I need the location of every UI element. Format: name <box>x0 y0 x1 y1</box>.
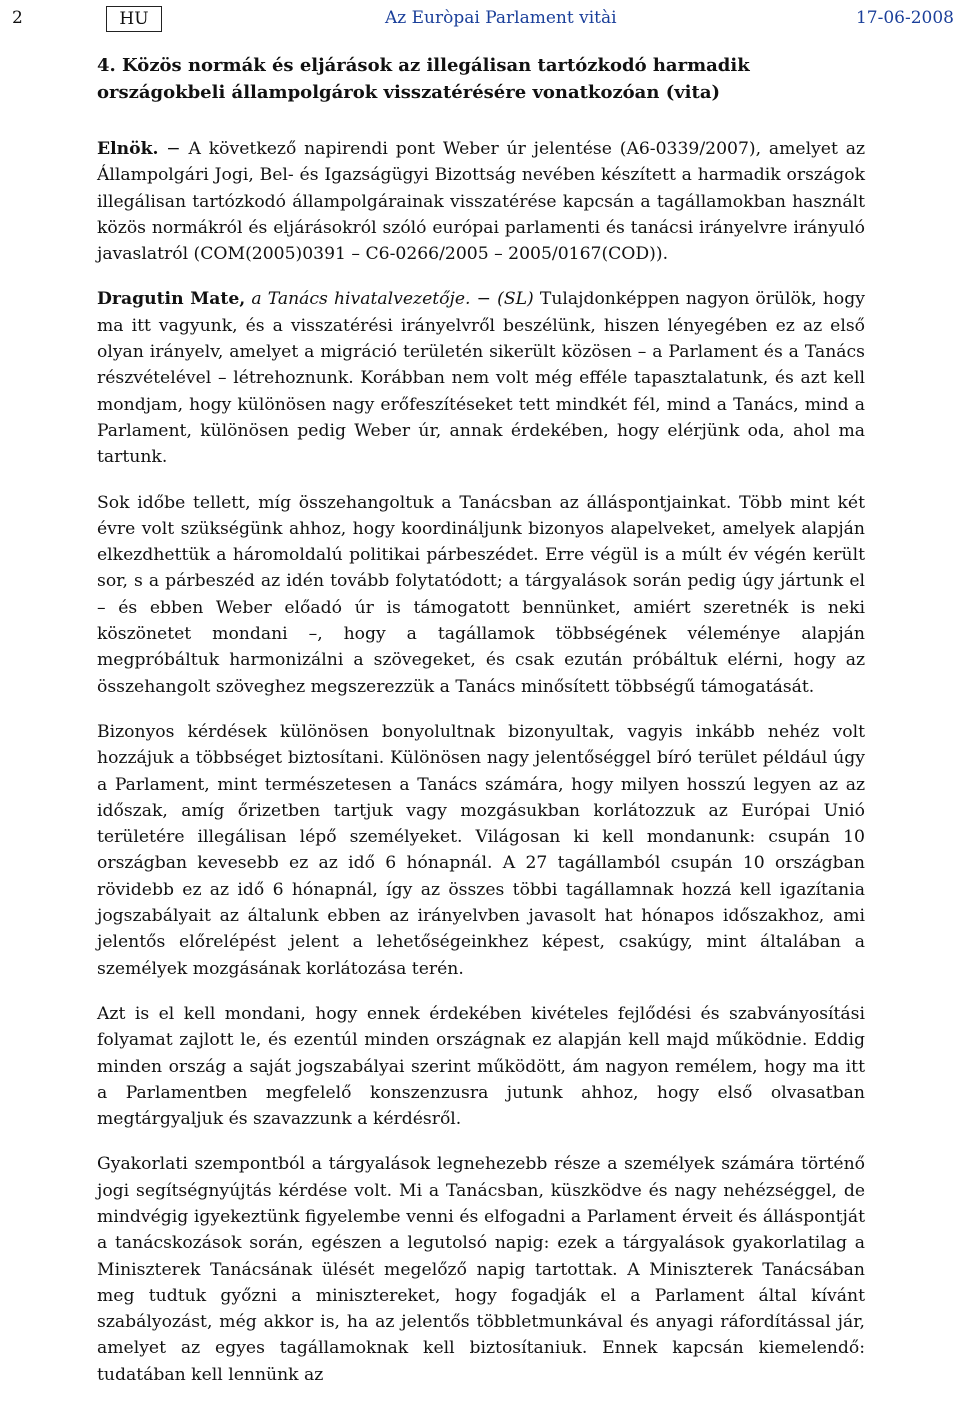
paragraph-text: Tulajdonképpen nagyon örülök, hogy ma itt vagyunk, és a visszatérési irányelvről beszélünk, hiszen lényegében ez az első olyan irányelv, amelyet a migráció területén sikerült közösen – a Parlament és a Tanács részvételével – létrehoznunk. Korábban nem volt még efféle tapasztalatunk, és azt kell mondjam, hogy különösen nagy erőfeszítéseket tett mindkét fél, mind a Tanács, mind a Parlament, különösen pedig Weber úr, annak érdekében, hogy elérjünk oda, ahol ma tartunk. <box>97 289 865 468</box>
page-number: 2 <box>12 8 23 28</box>
document-body <box>97 52 865 1407</box>
speaker-role: a Tanács hivatalvezetője. <box>245 289 471 310</box>
paragraph-4: Bizonyos kérdések különösen bonyolultnak bizonyultak, vagyis inkább nehéz volt hozzájuk a többséget biztosítani. Különösen nagy jelentőséggel bíró terület például úgy a Parlament, mint természetesen a Tanács számára, hogy milyen hosszú legyen az az időszak, amíg őrizetben tartjuk vagy mozgásukban korlátozzuk az Európai Unió területére illegálisan lépő személyeket. Világosan ki kell mondanunk: csupán 10 országban kevesebb ez az idő 6 hónapnál. A 27 tagállamból csupán 10 országban rövidebb ez az idő 6 hónapnál, így az összes többi tagállamnak hozzá kell igazítania jogszabályait az általunk ebben az irányelvben javasolt hat hónapos időszakhoz, ami jelentős előrelépést jelent a lehetőségeinkhez képest, csakúgy, mint általában a személyek mozgásának korlátozása terén. <box>97 721 865 979</box>
speaker-name: Dragutin Mate, <box>97 289 246 310</box>
page-header <box>0 4 960 38</box>
paragraph-5: Azt is el kell mondani, hogy ennek érdekében kivételes fejlődési és szabványosítási folyamat zajlott le, és ezentúl minden országnak ez alapján kell majd működnie. Eddig minden ország a saját jogszabályai szerint működött, ám nagyon remélem, hogy ma itt a Parlamentben megfelelő konszenzusra jutunk ahhoz, hogy első olvasatban megtárgyaljuk és szavazzunk a kérdésről. <box>97 1003 865 1130</box>
paragraph-president <box>97 136 865 267</box>
paragraph-mate <box>97 286 865 470</box>
paragraph-text: − A következő napirendi pont Weber úr jelentése (A6-0339/2007), amelyet az Állampolgári Jogi, Bel- és Igazságügyi Bizottság nevében készített a harmadik országok illegálisan tartózkodó állampolgárainak visszatérése kapcsán a tagállamokban használt közös normákról és eljárásokról szóló európai parlamenti és tanácsi irányelvre irányuló javaslatról (COM(2005)0391 – C6-0266/2005 – 2005/0167(COD)). <box>97 139 865 265</box>
dash: − <box>470 289 498 310</box>
speaker-name: Elnök. <box>97 139 159 159</box>
paragraph-6: Gyakorlati szempontból a tárgyalások legnehezebb része a személyek számára történő jogi segítségnyújtás kérdése volt. Mi a Tanácsban, küszködve és nagy nehézséggel, de mindvégig igyekeztünk figyelembe venni és elfogadni a Parlament érveit és álláspontját a tanácskozások során, egészen a legutolsó napig: ezek a tárgyalások gyakorlatilag a Miniszterek Tanácsának ülését megelőző napig tartottak. A Miniszterek Tanácsában meg tudtuk győzni a minisztereket, hogy fogadják el a Parlament által kívánt szabályozást, még akkor is, ha az jelentős többletmunkával és anyagi ráfordítással jár, amelyet az egyes tagállamoknak kell biztosítaniuk. Ennek kapcsán kiemelendő: tudatában kell lennünk az <box>97 1154 865 1385</box>
publication-title: Az Euròpai Parlament vitài <box>385 8 617 28</box>
language-code-badge: HU <box>106 6 162 32</box>
section-title: 4. Közös normák és eljárások az illegálisan tartózkodó harmadik országokbeli állampolgárok visszatérésére vonatkozóan (vita) <box>97 55 750 103</box>
language-tag: (SL) <box>497 289 534 310</box>
publication-date: 17-06-2008 <box>855 8 954 28</box>
paragraph-3: Sok időbe tellett, míg összehangoltuk a Tanácsban az álláspontjainkat. Több mint két évre volt szükségünk ahhoz, hogy koordináljunk bizonyos alapelveket, amelyek alapján elkezdhettük a háromoldalú politikai párbeszédet. Erre végül is a múlt év végén került sor, s a párbeszéd az idén tovább folytatódott; a tárgyalások során pedig úgy jártunk el – és ebben Weber előadó úr is támogatott bennünket, amiért szeretnék is neki köszönetet mondani –, hogy a tagállamok többségének véleménye alapján megpróbáltuk harmonizálni a szövegeket, és csak ezután próbáltuk elérni, hogy az összehangolt szöveghez megszerezzük a Tanács minősített többségű támogatását. <box>97 492 865 697</box>
